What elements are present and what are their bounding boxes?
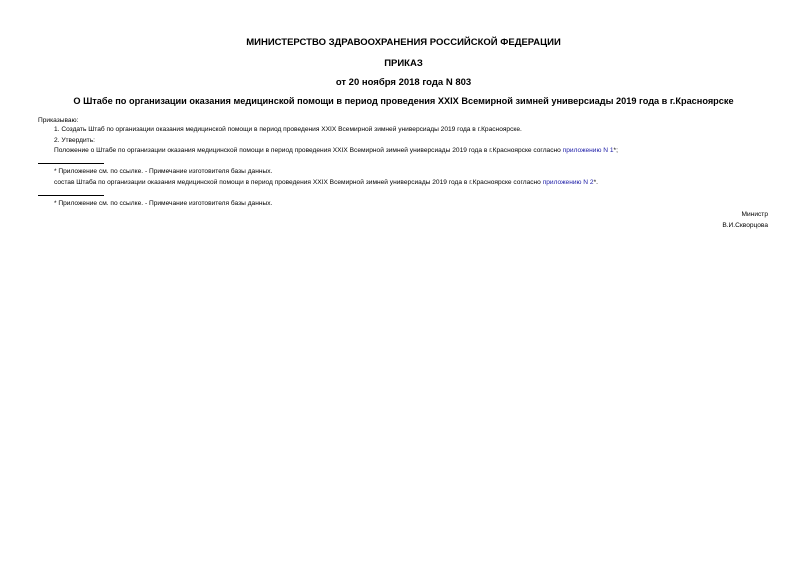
order-word: Приказываю: bbox=[38, 117, 79, 124]
subject-heading: О Штабе по организации оказания медицинской помощи в период проведения XXIX Всемирной зимней универсиады 2019 года в г.Красноярске bbox=[73, 96, 734, 106]
signature-name: В.И.Скворцова bbox=[722, 222, 768, 229]
item-1: 1. Создать Штаб по организации оказания медицинской помощи в период проведения XXIX Всемирной зимней универсиады 2019 года в г.Красноярске. bbox=[54, 126, 522, 133]
footnote-divider-2 bbox=[38, 195, 104, 196]
item-2: 2. Утвердить: bbox=[54, 137, 95, 144]
position-paragraph bbox=[54, 147, 618, 155]
appendix-2-link[interactable]: приложению N 2 bbox=[542, 179, 594, 186]
footnote-divider-1 bbox=[38, 163, 104, 164]
footnote-1: * Приложение см. по ссылке. - Примечание изготовителя базы данных. bbox=[54, 168, 273, 175]
signature-title: Министр bbox=[741, 211, 768, 218]
composition-text: состав Штаба по организации оказания медицинской помощи в период проведения XXIX Всемирной зимней универсиады 2019 года в г.Красноярске согласно bbox=[54, 179, 543, 186]
composition-paragraph bbox=[54, 179, 598, 187]
position-tail: *; bbox=[613, 147, 618, 154]
document-type-heading: ПРИКАЗ bbox=[384, 58, 423, 69]
ministry-heading: МИНИСТЕРСТВО ЗДРАВООХРАНЕНИЯ РОССИЙСКОЙ ФЕДЕРАЦИИ bbox=[246, 37, 561, 48]
date-number-heading: от 20 ноября 2018 года N 803 bbox=[335, 77, 472, 88]
appendix-1-link[interactable]: приложению N 1 bbox=[562, 147, 614, 154]
footnote-2: * Приложение см. по ссылке. - Примечание изготовителя базы данных. bbox=[54, 200, 273, 207]
composition-tail: *. bbox=[593, 179, 598, 186]
position-text: Положение о Штабе по организации оказания медицинской помощи в период проведения XXIX Всемирной зимней универсиады 2019 года в г.Красноярске согласно bbox=[54, 147, 563, 154]
